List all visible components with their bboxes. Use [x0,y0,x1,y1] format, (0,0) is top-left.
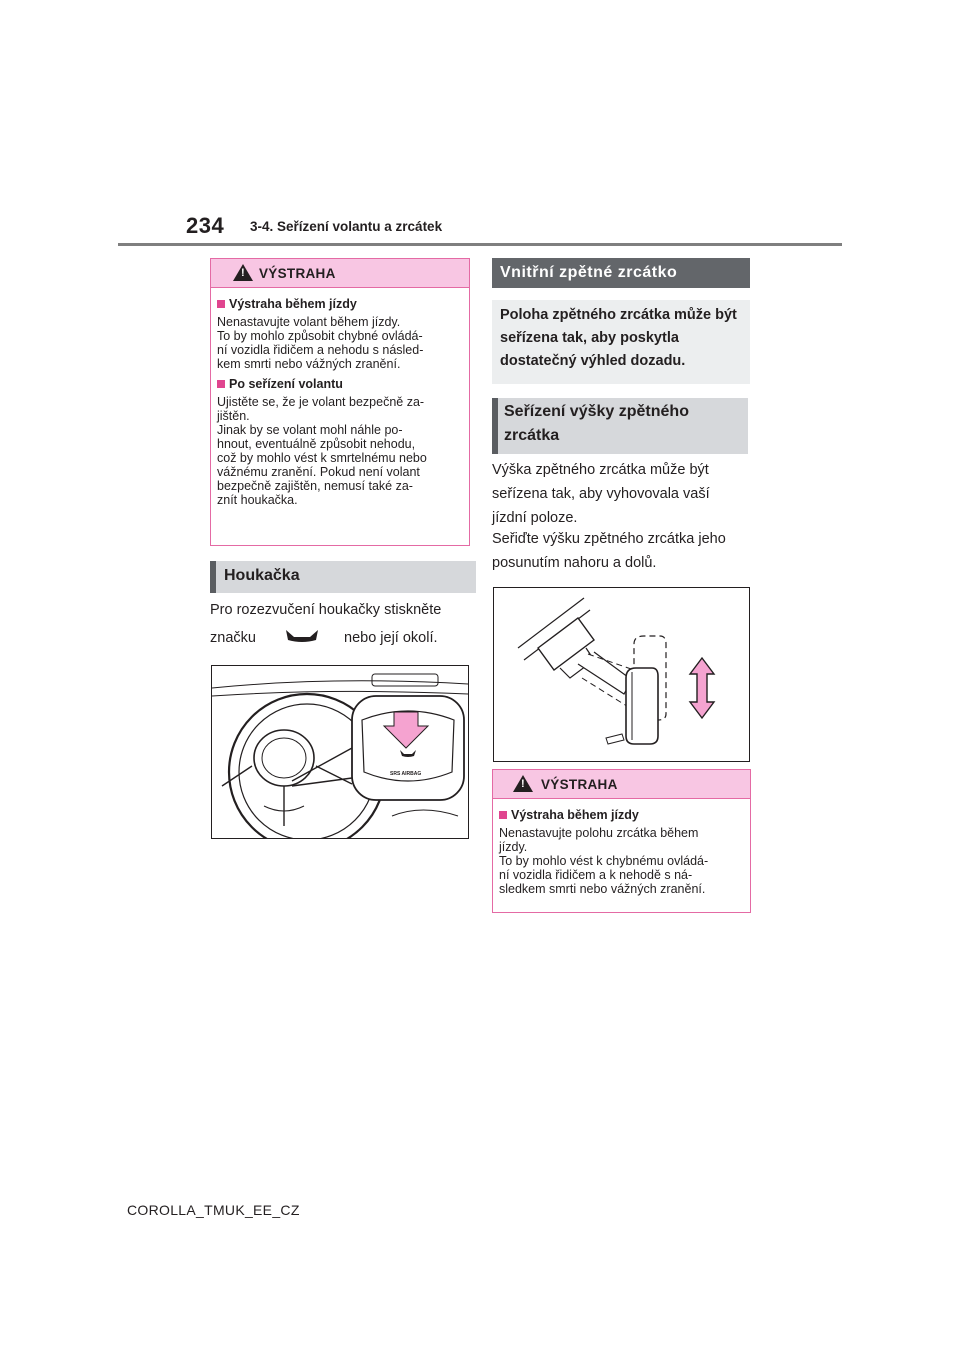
horn-text-line2: značku nebo její okolí. [210,626,470,650]
steering-wheel-illustration [212,666,468,838]
document-code: COROLLA_TMUK_EE_CZ [127,1202,300,1218]
warning-item-text: Ujistěte se, že je volant bezpečně za- jištěn. Jinak by se volant mohl náhle po- hnout, eventuálně způsobit nehodu, což by mohlo vést k smrtelnému nebo vážnému zranění. Pokud není volant bezpečně zajištěn, nemusí také za- znít houkačka. [217,395,427,507]
warning-body [493,799,750,908]
warning-title: VÝSTRAHA [541,777,618,792]
section-title: 3-4. Seřízení volantu a zrcátek [250,219,443,234]
mirror-illustration [494,588,749,761]
page-number: 234 [186,213,225,238]
warning-triangle-icon [233,264,253,281]
mirror-height-heading: Seřízení výšky zpětného zrcátka [492,398,748,454]
mirror-intro-box [492,300,750,384]
bullet-square-icon [499,811,507,819]
mirror-para2: Seřiďte výšku zpětného zrcátka jeho posunutím nahoru a dolů. [492,531,726,571]
warning-header [211,259,469,288]
warning-header [493,770,750,799]
warning-item-text: Nenastavujte volant během jízdy. To by mohlo způsobit chybné ovládá- ní vozidla řidičem a nehodu s násled- kem smrti nebo vážných zranění. [217,315,424,371]
warning-box-steering [210,258,470,546]
warning-item-text: Nenastavujte polohu zrcátka během jízdy. To by mohlo vést k chybnému ovládá- ní vozidla řidičem a k nehodě s ná- sledkem smrti nebo vážných zranění. [499,826,709,896]
horn-heading: Houkačka [210,561,476,593]
bullet-square-icon [217,380,225,388]
bullet-square-icon [217,300,225,308]
steering-wheel-figure [211,665,469,839]
mirror-figure [493,587,750,762]
airbag-label: SRS AIRBAG [390,771,422,777]
warning-body [211,288,469,519]
warning-box-mirror [492,769,751,913]
warning-item-heading: Výstraha během jízdy [499,808,744,822]
horn-icon [282,626,322,646]
mirror-heading: Vnitřní zpětné zrcátko [492,258,750,288]
warning-title: VÝSTRAHA [259,266,336,281]
horn-text-line1: Pro rozezvučení houkačky stiskněte [210,602,442,618]
mirror-para1: Výška zpětného zrcátka může být seřízena tak, aby vyhovovala vaší jízdní poloze. [492,462,710,526]
warning-item-heading: Výstraha během jízdy [217,297,463,311]
mirror-intro-text: Poloha zpětného zrcátka může být seřízena tak, aby poskytla dostatečný výhled dozadu. [500,307,737,369]
warning-triangle-icon [513,775,533,792]
warning-item-heading: Po seřízení volantu [217,377,463,391]
header-rule [118,243,842,246]
